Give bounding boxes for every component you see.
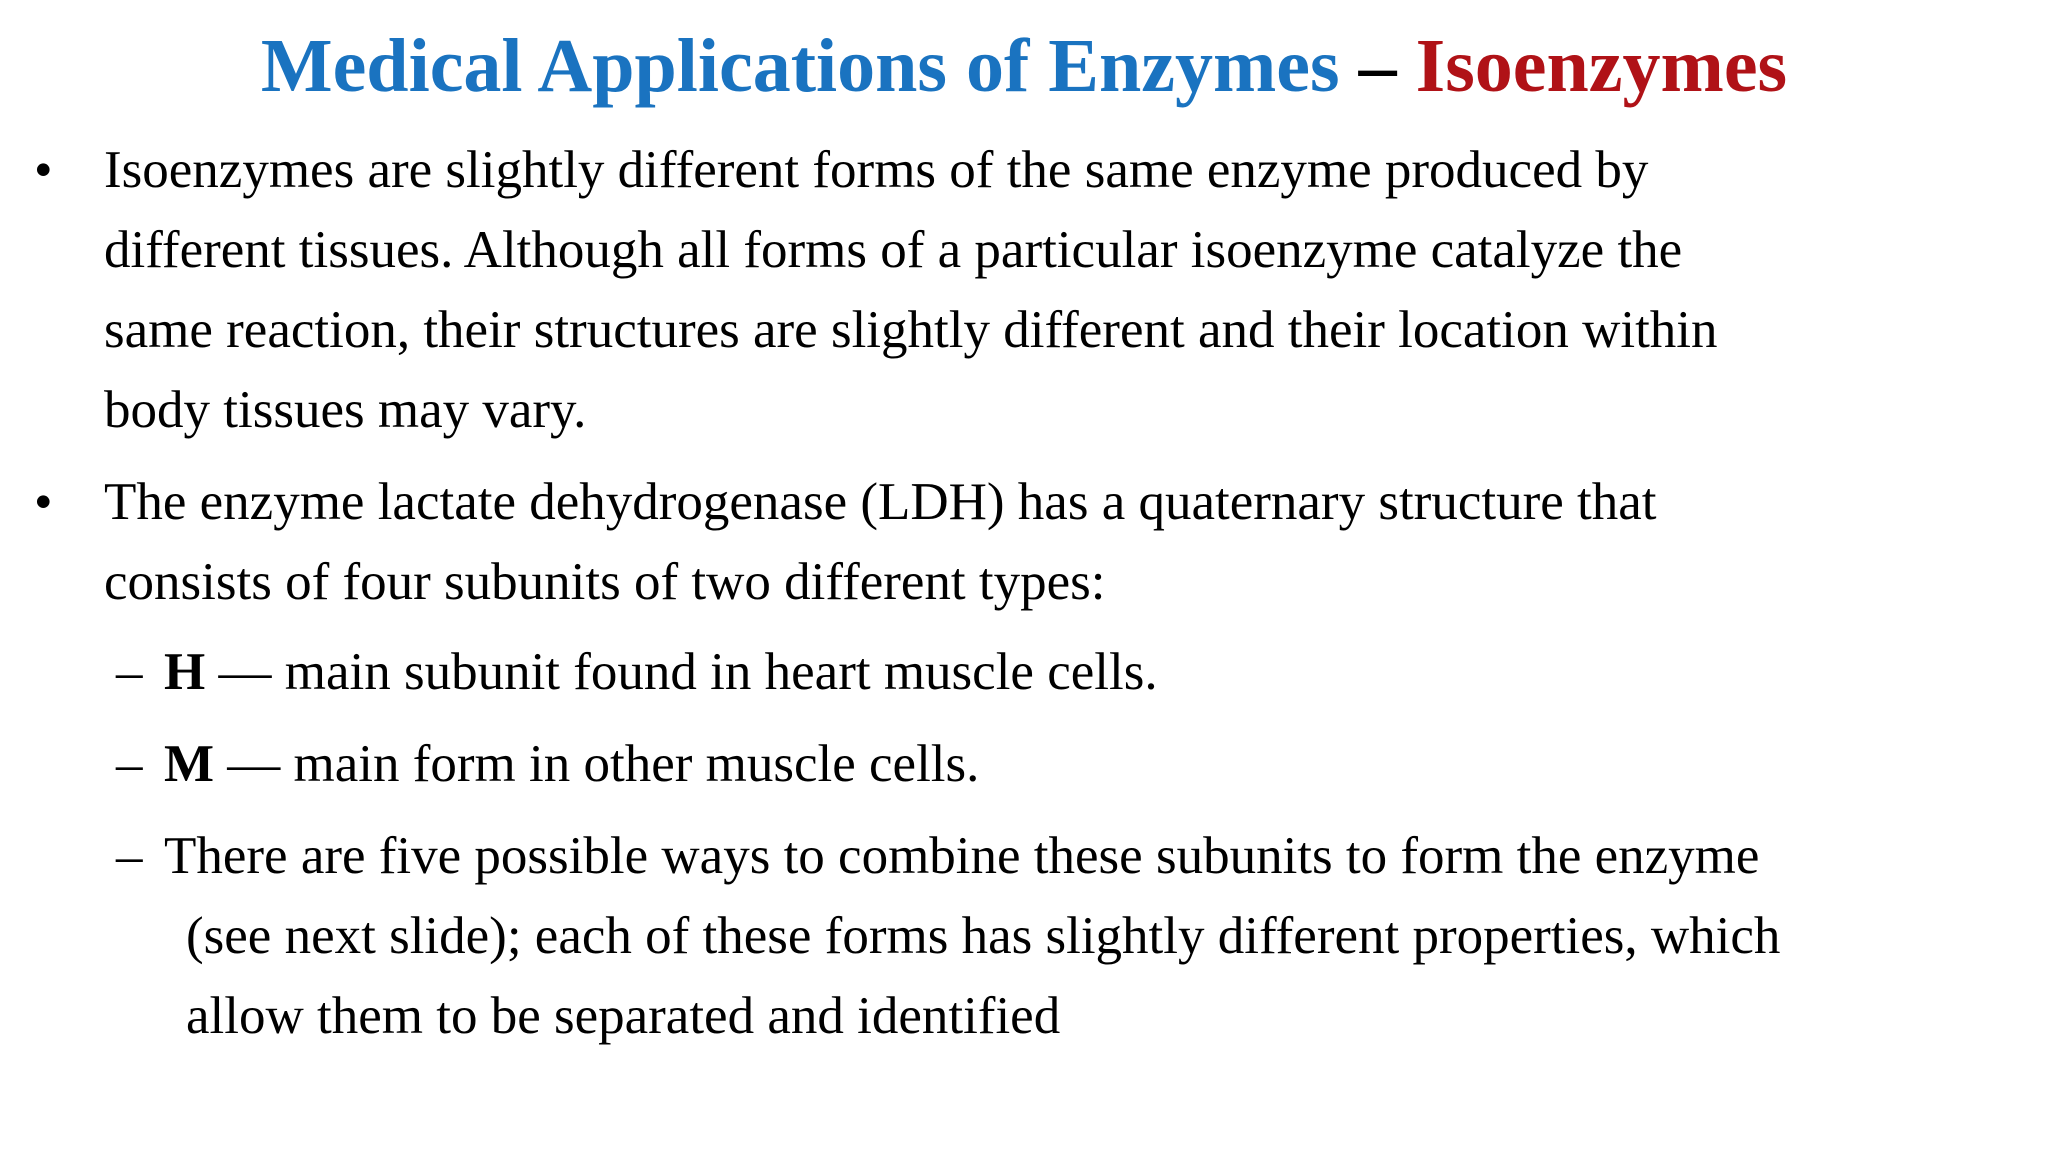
bullet-line: same reaction, their structures are slightly different and their location within (104, 301, 1718, 359)
title-accent: Isoenzymes (1415, 24, 1788, 108)
subitem-text (164, 816, 1984, 1056)
bullet-marker: • (34, 141, 53, 199)
bullet-marker: • (34, 473, 53, 531)
subitem-text (164, 724, 2014, 804)
subitem-line: allow them to be separated and identified (186, 987, 1061, 1045)
title-main: Medical Applications of Enzymes (260, 24, 1340, 108)
bullet-line: body tissues may vary. (104, 381, 587, 439)
subitem-marker: – (116, 643, 143, 701)
bullet-text (104, 462, 2004, 622)
subitem-description: — main form in other muscle cells. (214, 735, 980, 793)
subitem-line: (see next slide); each of these forms has slightly different properties, which (186, 907, 1781, 965)
bullet-line: Isoenzymes are slightly different forms of the same enzyme produced by (104, 141, 1649, 199)
slide-title (0, 22, 2048, 110)
subitem-line: There are five possible ways to combine these subunits to form the enzyme (164, 827, 1760, 885)
title-separator: – (1339, 24, 1416, 108)
bullet-line: The enzyme lactate dehydrogenase (LDH) has a quaternary structure that (104, 473, 1657, 531)
bullet-line: different tissues. Although all forms of a particular isoenzyme catalyze the (104, 221, 1683, 279)
bullet-line: consists of four subunits of two different types: (104, 553, 1106, 611)
subitem-term: H (164, 643, 206, 701)
subitem-description: — main subunit found in heart muscle cells. (205, 643, 1158, 701)
subitem-marker: – (116, 735, 143, 793)
subitem-marker: – (116, 827, 143, 885)
subitem-text (164, 632, 2014, 712)
subitem-term: M (164, 735, 215, 793)
bullet-text (104, 130, 2004, 450)
